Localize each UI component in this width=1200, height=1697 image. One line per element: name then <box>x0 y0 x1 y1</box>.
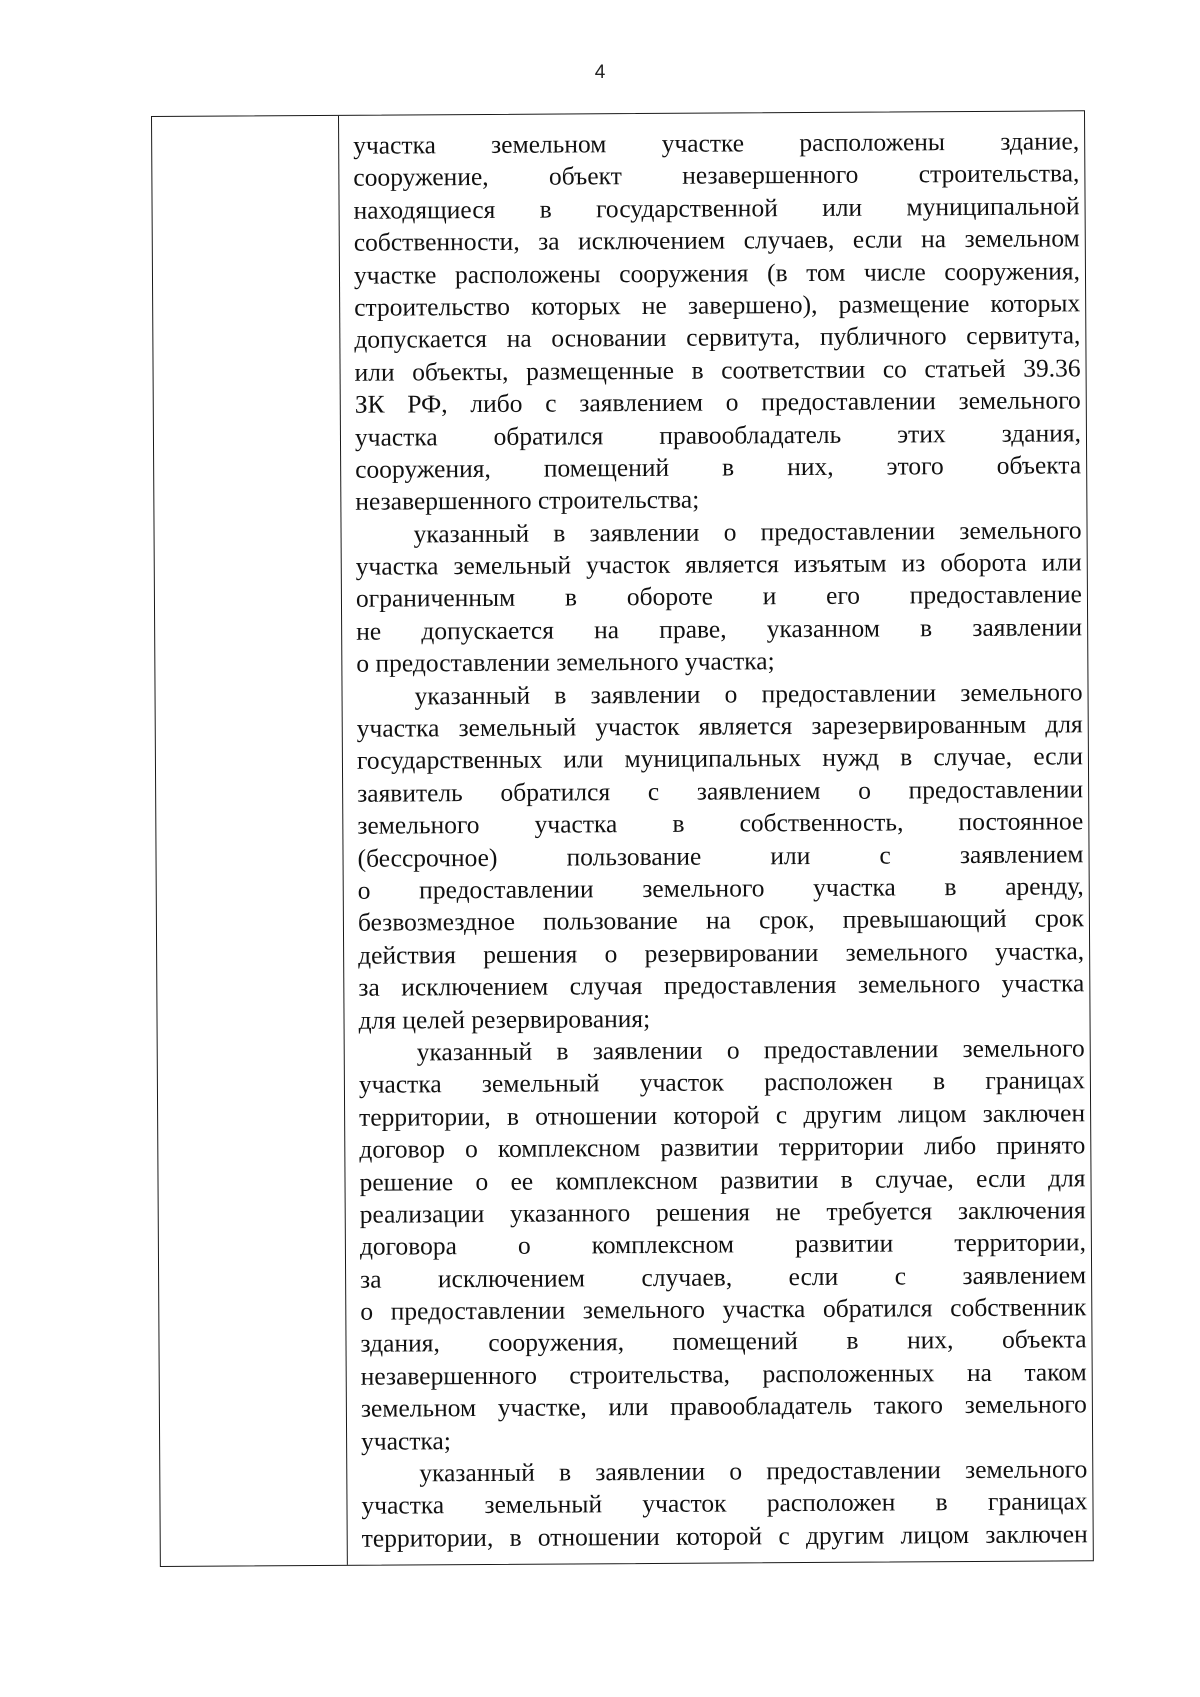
document-table <box>151 110 1094 1567</box>
text-line: о предоставлении земельного участка в аренду, <box>357 871 1084 905</box>
text-line: участка земельном участке расположены здание, <box>353 126 1080 160</box>
table-left-cell <box>152 116 348 1566</box>
text-line: о предоставлении земельного участка; <box>356 646 775 679</box>
text-line: не допускается на праве, указанном в заявлении <box>356 612 1083 646</box>
text-line: за исключением случая предоставления земельного участка <box>358 968 1085 1002</box>
text-line: участке расположены сооружения (в том числе сооружения, <box>353 255 1081 290</box>
text-line: участка обратился правообладатель этих здания, <box>354 417 1082 452</box>
paragraph-first-line: указанный в заявлении о предоставлении земельного <box>413 515 1082 549</box>
table-right-cell <box>339 111 1093 1565</box>
text-line: договор о комплексном развитии территории либо принято <box>359 1130 1086 1164</box>
paragraph-first-line: указанный в заявлении о предоставлении земельного <box>414 676 1083 711</box>
text-line: территории, в отношении которой с другим лицом заключен <box>361 1519 1088 1553</box>
text-line: незавершенного строительства; <box>355 484 700 517</box>
text-line: здания, сооружения, помещений в них, объекта <box>360 1324 1087 1359</box>
text-line: решение о ее комплексном развитии в случае, если для <box>359 1162 1086 1197</box>
text-line: незавершенного строительства, расположенных на таком <box>360 1357 1087 1391</box>
text-line: участка земельный участок расположен в границах <box>361 1486 1088 1521</box>
text-line: сооружения, помещений в них, этого объекта <box>355 450 1082 484</box>
text-line: или объекты, размещенные в соответствии со статьей 39.36 <box>354 353 1081 387</box>
text-line: безвозмездное пользование на срок, превышающий срок <box>357 903 1085 938</box>
text-line: участка; <box>361 1425 451 1456</box>
text-line: участка земельный участок расположен в границах <box>358 1065 1085 1100</box>
text-line: участка земельный участок является зарезервированным для <box>356 709 1083 743</box>
text-line: собственности, за исключением случаев, если на земельном <box>353 223 1080 257</box>
text-line: реализации указанного решения не требуется заключения <box>359 1195 1086 1229</box>
text-line: за исключением случаев, если с заявлением <box>360 1259 1087 1294</box>
text-line: ЗК РФ, либо с заявлением о предоставлении земельного <box>354 385 1081 419</box>
text-line: ограниченным в обороте и его предоставление <box>355 579 1083 614</box>
text-line: участка земельный участок является изъятым из оборота или <box>355 547 1082 581</box>
text-line: для целей резервирования; <box>358 1003 651 1035</box>
text-line: государственных или муниципальных нужд в случае, если <box>356 741 1084 776</box>
text-line: договора о комплексном развитии территории, <box>359 1227 1086 1262</box>
text-line: территории, в отношении которой с другим лицом заключен <box>359 1098 1086 1132</box>
text-line: о предоставлении земельного участка обратился собственник <box>360 1292 1087 1326</box>
text-line: находящиеся в государственной или муниципальной <box>353 191 1080 225</box>
text-line: заявитель обратился с заявлением о предоставлении <box>357 774 1084 808</box>
text-line: допускается на основании сервитута, публичного сервитута, <box>354 320 1081 355</box>
page-number: 4 <box>594 62 606 83</box>
text-line: сооружение, объект незавершенного строительства, <box>353 158 1080 193</box>
paragraph-first-line: указанный в заявлении о предоставлении земельного <box>419 1454 1088 1488</box>
text-line: земельном участке, или правообладатель такого земельного <box>360 1389 1087 1423</box>
text-line: земельного участка в собственность, постоянное <box>357 806 1084 840</box>
paragraph-first-line: указанный в заявлении о предоставлении земельного <box>416 1033 1085 1067</box>
text-line: действия решения о резервировании земельного участка, <box>358 936 1085 970</box>
text-line: строительство которых не завершено), размещение которых <box>354 288 1081 322</box>
text-line: (бессрочное) пользование или с заявлением <box>357 838 1084 873</box>
